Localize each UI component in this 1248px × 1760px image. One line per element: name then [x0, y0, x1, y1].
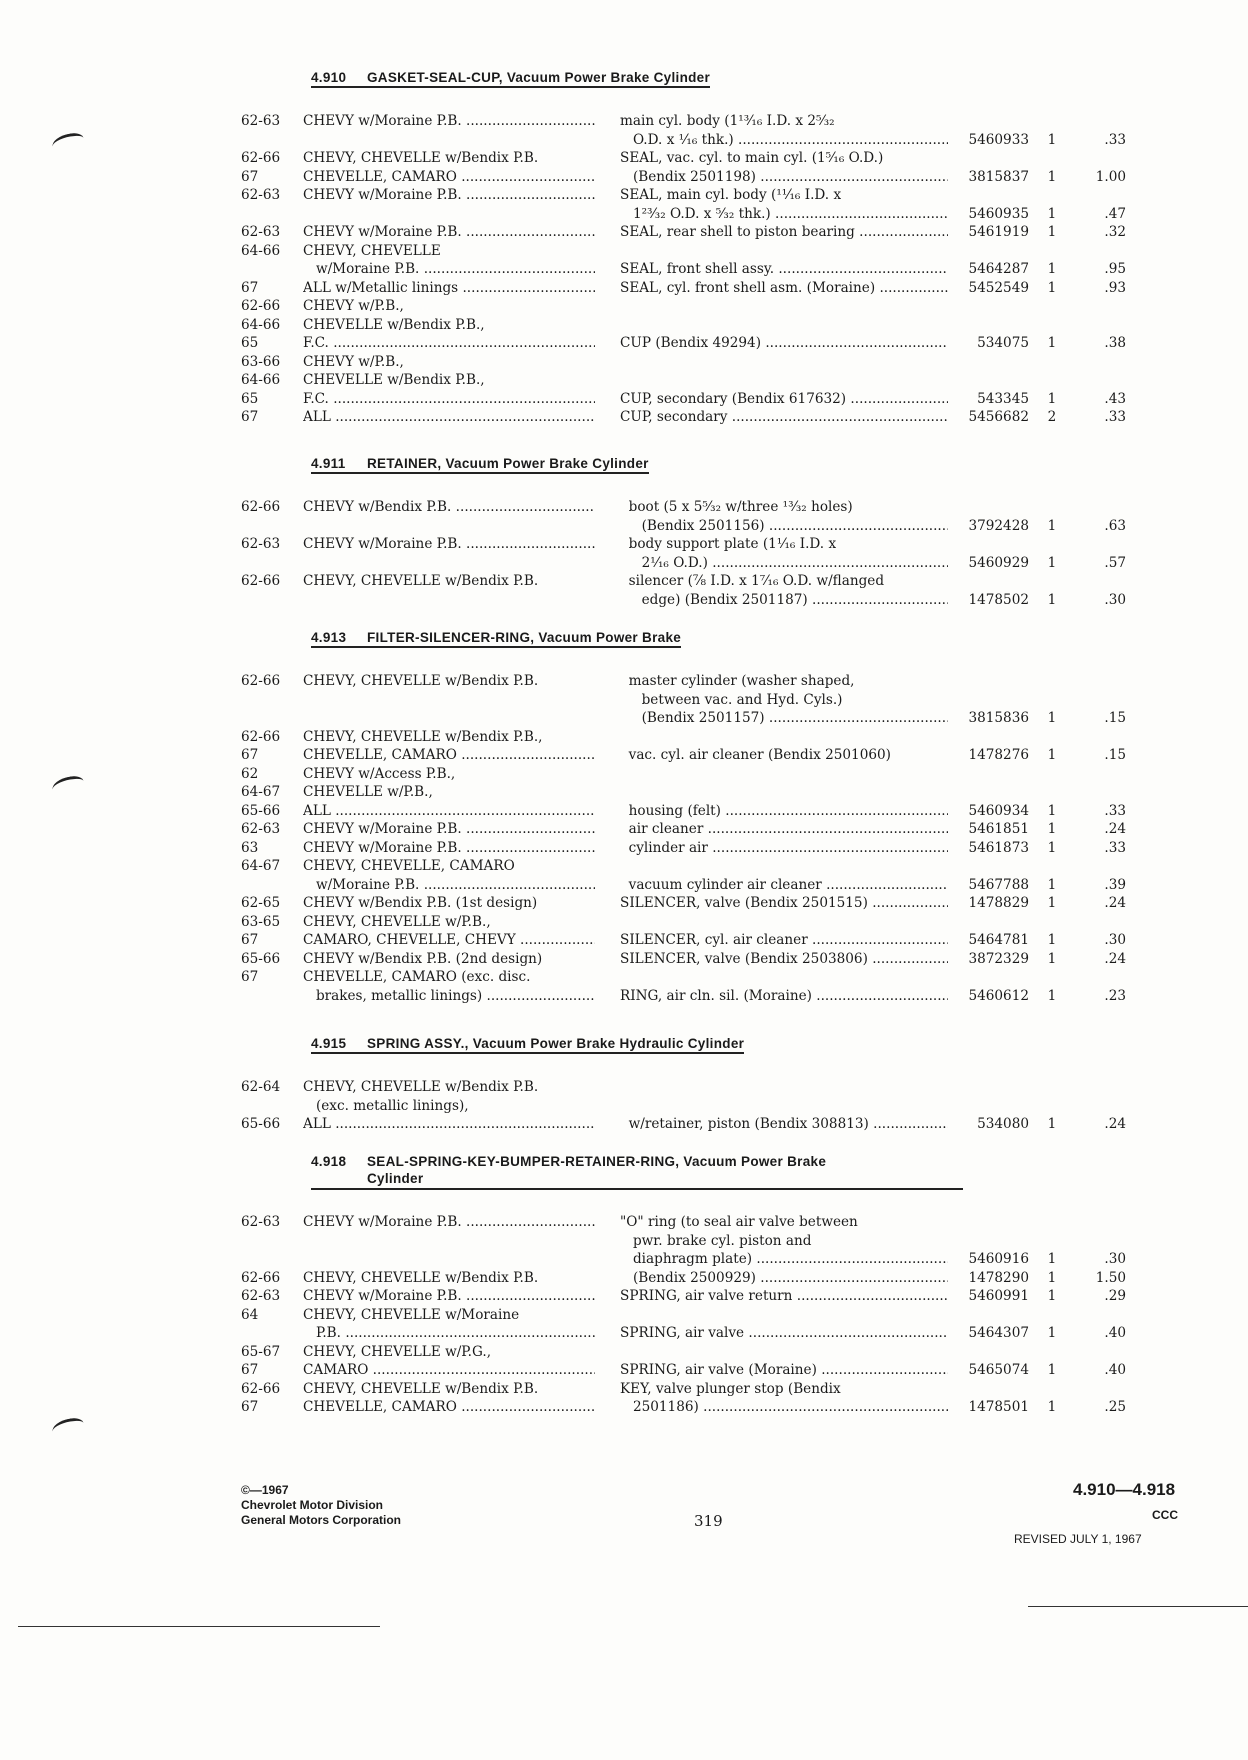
parts-row [0, 554, 1248, 573]
price: .33 [1104, 409, 1126, 425]
part-description: 1²³⁄₃₂ O.D. x ⁵⁄₃₂ thk.) ..... [620, 205, 948, 224]
quantity: 1 [1047, 335, 1057, 351]
scan-edge-line [1028, 1606, 1248, 1607]
parts-row [0, 260, 1248, 279]
quantity: 1 [1047, 279, 1057, 296]
model-application: ALL ..... [303, 408, 595, 427]
model-application: CHEVY, CHEVELLE w/Bendix P.B. [303, 1079, 539, 1095]
parts-row [0, 242, 1248, 261]
year-range: 65 [241, 335, 259, 351]
part-number: 5461851 [968, 821, 1029, 837]
part-description: CUP, secondary (Bendix 617632) ..... [620, 390, 948, 409]
year-range: 65-66 [241, 802, 281, 819]
price: .15 [1104, 710, 1126, 726]
part-description: "O" ring (to seal air valve between [620, 1214, 858, 1230]
section-number: 4.918 [311, 1154, 347, 1169]
section-title: RETAINER, Vacuum Power Brake Cylinder [367, 456, 649, 471]
part-description: pwr. brake cyl. piston and [620, 1232, 812, 1249]
year-range: 67 [241, 747, 259, 763]
quantity: 1 [1047, 895, 1057, 911]
price: 1.50 [1095, 1269, 1126, 1286]
part-description: SPRING, air valve ..... [620, 1324, 948, 1343]
model-application: CHEVY, CHEVELLE w/Moraine [303, 1306, 520, 1323]
part-description: vac. cyl. air cleaner (Bendix 2501060) [620, 747, 891, 763]
part-number: 5461873 [968, 839, 1029, 856]
part-number: 5460991 [968, 1288, 1029, 1304]
part-description: CUP, secondary ..... [620, 408, 948, 427]
part-number: 1478829 [968, 895, 1029, 911]
price: .24 [1104, 821, 1126, 837]
part-number: 1478276 [968, 747, 1029, 763]
section-heading [311, 630, 681, 648]
model-application: ALL w/Metallic linings ..... [303, 279, 595, 298]
model-application: CHEVELLE, CAMARO ..... [303, 746, 595, 765]
part-description: RING, air cln. sil. (Moraine) ..... [620, 987, 948, 1006]
parts-row [0, 857, 1248, 876]
part-description: SEAL, main cyl. body (¹¹⁄₁₆ I.D. x [620, 187, 842, 203]
section-heading [311, 1153, 963, 1190]
model-application: CHEVELLE, CAMARO ..... [303, 1398, 595, 1417]
part-description: SEAL, cyl. front shell asm. (Moraine) ..... [620, 279, 948, 298]
revision-date: REVISED JULY 1, 1967 [1014, 1532, 1142, 1546]
section-range: 4.910—4.918 [1073, 1480, 1176, 1499]
quantity: 1 [1047, 131, 1057, 148]
part-number: 3815837 [968, 168, 1029, 185]
price: .33 [1104, 802, 1126, 819]
part-number: 1478502 [968, 591, 1029, 608]
year-range: 62-66 [241, 1380, 281, 1397]
section-heading [311, 70, 710, 88]
model-application: ALL ..... [303, 802, 595, 821]
section-title: FILTER-SILENCER-RING, Vacuum Power Brake [367, 630, 682, 645]
model-application: CHEVY w/P.B., [303, 298, 404, 314]
model-application: (exc. metallic linings), [303, 1097, 469, 1114]
price: .30 [1104, 1251, 1126, 1267]
part-description: w/retainer, piston (Bendix 308813) ..... [620, 1115, 948, 1134]
year-range: 62-66 [241, 673, 281, 689]
year-range: 65-67 [241, 1343, 281, 1360]
model-application: CHEVY w/P.B., [303, 353, 404, 370]
year-range: 67 [241, 409, 259, 425]
model-application: CHEVY w/Moraine P.B. ..... [303, 223, 595, 242]
section-heading [311, 456, 649, 474]
year-range: 62-66 [241, 150, 281, 166]
section-title: SPRING ASSY., Vacuum Power Brake Hydraulic Cylinder [367, 1036, 745, 1051]
part-description: air cleaner ..... [620, 820, 948, 839]
price: .23 [1104, 987, 1126, 1004]
price: .30 [1104, 932, 1126, 948]
catalog-code: CCC [1152, 1508, 1178, 1522]
quantity: 1 [1047, 710, 1057, 726]
model-application: CHEVY, CHEVELLE w/Bendix P.B. [303, 1380, 539, 1397]
quantity: 1 [1047, 224, 1057, 240]
model-application: CHEVY w/Moraine P.B. ..... [303, 186, 595, 205]
model-application: ALL ..... [303, 1115, 595, 1134]
year-range: 62-63 [241, 821, 281, 837]
year-range: 62-63 [241, 224, 281, 240]
part-number: 543345 [977, 390, 1029, 407]
quantity: 1 [1047, 1362, 1057, 1378]
quantity: 1 [1047, 261, 1057, 277]
quantity: 1 [1047, 205, 1057, 222]
price: .93 [1104, 279, 1126, 296]
part-description: SILENCER, cyl. air cleaner ..... [620, 931, 948, 950]
quantity: 1 [1047, 839, 1057, 856]
model-application: CAMARO, CHEVELLE, CHEVY ..... [303, 931, 595, 950]
section-number: 4.915 [311, 1036, 347, 1051]
price: .33 [1104, 131, 1126, 148]
quantity: 2 [1047, 409, 1057, 425]
part-number: 5465074 [968, 1362, 1029, 1378]
part-description: 2¹⁄₁₆ O.D.) ..... [620, 554, 948, 573]
quantity: 1 [1047, 802, 1057, 819]
part-description: body support plate (1¹⁄₁₆ I.D. x [620, 536, 837, 552]
part-description: silencer (⅞ I.D. x 1⁷⁄₁₆ O.D. w/flanged [620, 573, 885, 589]
part-number: 5460934 [968, 802, 1029, 819]
year-range: 62-66 [241, 298, 281, 314]
scan-edge-line [18, 1626, 380, 1627]
section-title-continued: Cylinder [367, 1171, 424, 1186]
parts-row [0, 931, 1248, 950]
parts-row [0, 1213, 1248, 1232]
price: .33 [1104, 839, 1126, 856]
parts-row [0, 913, 1248, 932]
price: .43 [1104, 390, 1126, 407]
part-description: between vac. and Hyd. Cyls.) [620, 691, 843, 708]
parts-row [0, 591, 1248, 610]
parts-row [0, 1398, 1248, 1417]
year-range: 62-63 [241, 113, 281, 129]
parts-row [0, 390, 1248, 409]
division-name: Chevrolet Motor Division [241, 1498, 384, 1512]
part-description: SPRING, air valve (Moraine) ..... [620, 1361, 948, 1380]
model-application: CHEVY, CHEVELLE w/Bendix P.B. [303, 673, 539, 689]
publisher-block [241, 1483, 401, 1528]
price: .24 [1104, 950, 1126, 967]
year-range: 64-66 [241, 316, 281, 333]
parts-row [0, 1306, 1248, 1325]
parts-row [0, 876, 1248, 895]
quantity: 1 [1047, 517, 1057, 534]
model-application: brakes, metallic linings) ..... [303, 987, 595, 1006]
part-number: 5460929 [968, 554, 1029, 571]
quantity: 1 [1047, 821, 1057, 837]
year-range: 63-66 [241, 353, 281, 370]
section-number: 4.913 [311, 630, 347, 645]
price: .15 [1104, 747, 1126, 763]
parts-row [0, 371, 1248, 390]
parts-row [0, 572, 1248, 591]
part-description: main cyl. body (1¹³⁄₁₆ I.D. x 2⁵⁄₃₂ [620, 113, 835, 129]
year-range: 65-66 [241, 950, 281, 967]
year-range: 62-66 [241, 573, 281, 589]
model-application: CHEVY w/Moraine P.B. ..... [303, 839, 595, 858]
part-number: 3792428 [968, 517, 1029, 534]
year-range: 65-66 [241, 1116, 281, 1132]
part-number: 5464307 [968, 1325, 1029, 1341]
parts-row [0, 334, 1248, 353]
parts-row [0, 112, 1248, 131]
part-number: 5464287 [968, 261, 1029, 277]
part-description: master cylinder (washer shaped, [620, 673, 855, 689]
parts-row [0, 709, 1248, 728]
parts-row [0, 987, 1248, 1006]
model-application: CHEVY w/Moraine P.B. ..... [303, 1287, 595, 1306]
parts-row [0, 149, 1248, 168]
parts-row [0, 1232, 1248, 1251]
parts-row [0, 728, 1248, 747]
part-number: 3815836 [968, 710, 1029, 726]
quantity: 1 [1047, 1269, 1057, 1286]
model-application: CHEVY w/Moraine P.B. ..... [303, 112, 595, 131]
year-range: 63 [241, 839, 259, 856]
model-application: CHEVY w/Moraine P.B. ..... [303, 1213, 595, 1232]
part-description: (Bendix 2501198) ..... [620, 168, 948, 187]
part-description: SEAL, front shell assy. ..... [620, 260, 948, 279]
year-range: 64-66 [241, 372, 281, 388]
part-description: (Bendix 2500929) ..... [620, 1269, 948, 1288]
price: .24 [1104, 1116, 1126, 1132]
section-title: GASKET-SEAL-CUP, Vacuum Power Brake Cylinder [367, 70, 711, 85]
quantity: 1 [1047, 168, 1057, 185]
model-application: P.B. ..... [303, 1324, 595, 1343]
model-application: CHEVY, CHEVELLE w/P.B., [303, 913, 491, 930]
parts-row [0, 1287, 1248, 1306]
model-application: F.C. ..... [303, 390, 595, 409]
part-description: 2501186) ..... [620, 1398, 948, 1417]
parts-row [0, 186, 1248, 205]
year-range: 62-66 [241, 728, 281, 745]
corporation-name: General Motors Corporation [241, 1513, 402, 1527]
part-description: diaphragm plate) ..... [620, 1250, 948, 1269]
parts-row [0, 1361, 1248, 1380]
part-description: edge) (Bendix 2501187) ..... [620, 591, 948, 610]
parts-row [0, 691, 1248, 710]
quantity: 1 [1047, 987, 1057, 1004]
parts-row [0, 279, 1248, 298]
quantity: 1 [1047, 1251, 1057, 1267]
year-range: 64 [241, 1306, 259, 1323]
year-range: 67 [241, 279, 259, 296]
model-application: CHEVY, CHEVELLE w/Bendix P.B. [303, 573, 539, 589]
part-number: 5461919 [968, 224, 1029, 240]
parts-row [0, 1078, 1248, 1097]
parts-row [0, 802, 1248, 821]
price: .95 [1104, 261, 1126, 277]
year-range: 65 [241, 390, 259, 407]
year-range: 67 [241, 1399, 259, 1415]
quantity: 1 [1047, 591, 1057, 608]
parts-row [0, 894, 1248, 913]
parts-row [0, 820, 1248, 839]
model-application: CHEVY, CHEVELLE w/Bendix P.B. [303, 150, 539, 166]
punch-hole-mark [51, 1416, 85, 1438]
part-number: 5464781 [968, 932, 1029, 948]
model-application: CHEVY w/Moraine P.B. ..... [303, 820, 595, 839]
parts-row [0, 1250, 1248, 1269]
year-range: 62-63 [241, 1214, 281, 1230]
year-range: 64-66 [241, 242, 281, 259]
price: .40 [1104, 1325, 1126, 1341]
model-application: w/Moraine P.B. ..... [303, 260, 595, 279]
part-description: (Bendix 2501157) ..... [620, 709, 948, 728]
parts-row [0, 746, 1248, 765]
model-application: CHEVELLE, CAMARO (exc. disc. [303, 969, 531, 985]
year-range: 67 [241, 932, 259, 948]
parts-row [0, 535, 1248, 554]
page-number: 319 [694, 1512, 723, 1530]
model-application: w/Moraine P.B. ..... [303, 876, 595, 895]
part-number: 1478501 [968, 1399, 1029, 1415]
price: .32 [1104, 224, 1126, 240]
year-range: 67 [241, 969, 259, 985]
parts-row [0, 765, 1248, 784]
model-application: CHEVELLE w/Bendix P.B., [303, 316, 485, 333]
year-range: 67 [241, 1362, 259, 1378]
quantity: 1 [1047, 747, 1057, 763]
model-application: CHEVY w/Bendix P.B. ..... [303, 498, 595, 517]
parts-row [0, 353, 1248, 372]
part-number: 5467788 [968, 876, 1029, 893]
model-application: CHEVY, CHEVELLE, CAMARO [303, 858, 515, 874]
parts-row [0, 517, 1248, 536]
part-number: 5460916 [968, 1251, 1029, 1267]
quantity: 1 [1047, 1116, 1057, 1132]
part-description: cylinder air ..... [620, 839, 948, 858]
parts-row [0, 168, 1248, 187]
price: 1.00 [1095, 168, 1126, 185]
parts-row [0, 297, 1248, 316]
section-title: SEAL-SPRING-KEY-BUMPER-RETAINER-RING, Vacuum Power Brake [367, 1154, 827, 1169]
parts-row [0, 672, 1248, 691]
model-application: CAMARO ..... [303, 1361, 595, 1380]
parts-row [0, 316, 1248, 335]
model-application: CHEVY w/Bendix P.B. (2nd design) [303, 950, 543, 967]
price: .39 [1104, 876, 1126, 893]
part-number: 5460612 [968, 987, 1029, 1004]
part-number: 534080 [977, 1116, 1029, 1132]
section-number: 4.910 [311, 70, 347, 85]
part-number: 5460935 [968, 205, 1029, 222]
model-application: CHEVELLE, CAMARO ..... [303, 168, 595, 187]
quantity: 1 [1047, 554, 1057, 571]
model-application: CHEVELLE w/Bendix P.B., [303, 372, 485, 388]
parts-row [0, 131, 1248, 150]
price: .24 [1104, 895, 1126, 911]
parts-row [0, 223, 1248, 242]
model-application: CHEVY, CHEVELLE w/P.G., [303, 1343, 492, 1360]
section-number: 4.911 [311, 456, 346, 471]
quantity: 1 [1047, 390, 1057, 407]
parts-row [0, 1324, 1248, 1343]
model-application: CHEVY, CHEVELLE w/Bendix P.B. [303, 1269, 539, 1286]
part-description: SPRING, air valve return ..... [620, 1287, 948, 1306]
model-application: CHEVY w/Bendix P.B. (1st design) [303, 895, 538, 911]
part-number: 534075 [977, 335, 1029, 351]
quantity: 1 [1047, 1325, 1057, 1341]
model-application: CHEVY, CHEVELLE [303, 242, 441, 259]
part-description: KEY, valve plunger stop (Bendix [620, 1380, 841, 1397]
price: .40 [1104, 1362, 1126, 1378]
quantity: 1 [1047, 950, 1057, 967]
price: .29 [1104, 1288, 1126, 1304]
parts-row [0, 1097, 1248, 1116]
year-range: 63-65 [241, 913, 281, 930]
price: .63 [1104, 517, 1126, 534]
parts-row [0, 408, 1248, 427]
parts-row [0, 498, 1248, 517]
part-number: 5452549 [968, 279, 1029, 296]
year-range: 62-66 [241, 499, 281, 515]
price: .25 [1104, 1399, 1126, 1415]
parts-row [0, 1380, 1248, 1399]
year-range: 64-67 [241, 784, 281, 800]
model-application: CHEVELLE w/P.B., [303, 784, 433, 800]
part-number: 5456682 [968, 409, 1029, 425]
part-description: SEAL, vac. cyl. to main cyl. (1⁵⁄₁₆ O.D.) [620, 150, 884, 166]
year-range: 62-66 [241, 1269, 281, 1286]
parts-row [0, 950, 1248, 969]
year-range: 62-63 [241, 187, 281, 203]
model-application: CHEVY w/Access P.B., [303, 765, 456, 782]
year-range: 62-65 [241, 895, 281, 911]
part-description: vacuum cylinder air cleaner ..... [620, 876, 948, 895]
year-range: 62 [241, 765, 259, 782]
part-description: (Bendix 2501156) ..... [620, 517, 948, 536]
model-application: CHEVY, CHEVELLE w/Bendix P.B., [303, 728, 543, 745]
quantity: 1 [1047, 1288, 1057, 1304]
parts-row [0, 968, 1248, 987]
parts-row [0, 1269, 1248, 1288]
parts-row [0, 1343, 1248, 1362]
part-description: SILENCER, valve (Bendix 2503806) ..... [620, 950, 948, 969]
price: .30 [1104, 591, 1126, 608]
parts-row [0, 1115, 1248, 1134]
parts-row [0, 205, 1248, 224]
price: .38 [1104, 335, 1126, 351]
price: .57 [1104, 554, 1126, 571]
parts-row [0, 839, 1248, 858]
part-description: SEAL, rear shell to piston bearing ..... [620, 223, 948, 242]
part-description: housing (felt) ..... [620, 802, 948, 821]
part-description: O.D. x ¹⁄₁₆ thk.) ..... [620, 131, 948, 150]
quantity: 1 [1047, 876, 1057, 893]
year-range: 62-63 [241, 1288, 281, 1304]
year-range: 64-67 [241, 858, 281, 874]
quantity: 1 [1047, 932, 1057, 948]
year-range: 62-64 [241, 1079, 281, 1095]
copyright: ©—1967 [241, 1483, 289, 1497]
part-description: SILENCER, valve (Bendix 2501515) ..... [620, 894, 948, 913]
part-number: 1478290 [968, 1269, 1029, 1286]
part-description: boot (5 x 5⁵⁄₃₂ w/three ¹³⁄₃₂ holes) [620, 499, 853, 515]
parts-row [0, 783, 1248, 802]
part-number: 5460933 [968, 131, 1029, 148]
year-range: 67 [241, 168, 259, 185]
quantity: 1 [1047, 1399, 1057, 1415]
part-number: 3872329 [968, 950, 1029, 967]
year-range: 62-63 [241, 536, 281, 552]
model-application: CHEVY w/Moraine P.B. ..... [303, 535, 595, 554]
price: .47 [1104, 205, 1126, 222]
section-heading [311, 1036, 744, 1054]
part-description: CUP (Bendix 49294) ..... [620, 334, 948, 353]
model-application: F.C. ..... [303, 334, 595, 353]
